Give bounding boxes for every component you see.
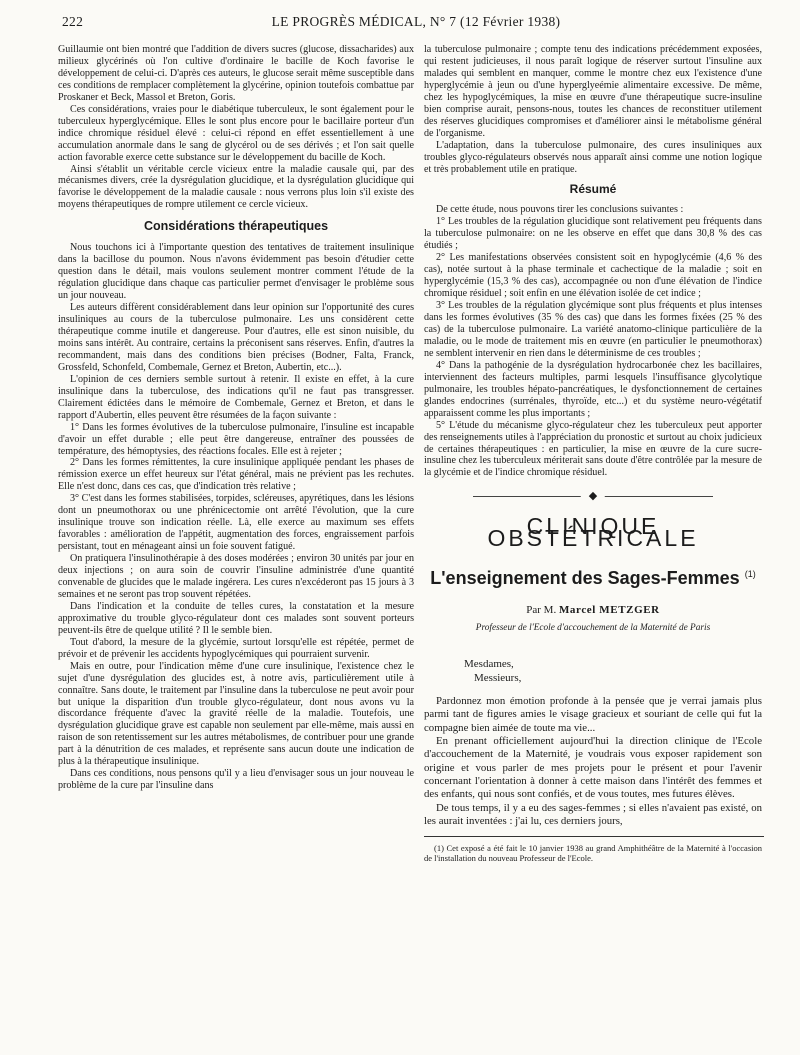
page-header <box>56 14 776 34</box>
article-title-text: L'enseignement des Sages-Femmes <box>430 568 740 589</box>
paragraph: Guillaumie ont bien montré que l'addition de divers sucres (glucose, dissacharides) aux milieux glycérinés où l'on cultive d'ordinaire le bacille de Koch favorise le développement de celui-ci. D'après ces auteurs, le glucose serait même susceptible dans ces conditions de remplacer complètement la glycérine, opinion toutefois combattue par Proskaner et Beck, Massol et Breton, Goris. <box>58 44 414 103</box>
paragraph: L'adaptation, dans la tuberculose pulmonaire, des cures insuliniques aux troubles glyco-régulateurs observés nous apparaît ainsi comme une notion logique et très probablement utile en pratique. <box>424 139 762 175</box>
running-title: LE PROGRÈS MÉDICAL, N° 7 (12 Février 1938) <box>271 14 561 29</box>
paragraph: Dans ces conditions, nous pensons qu'il y a lieu d'envisager sous un jour nouveau le problème de la cure par l'insuline dans <box>58 768 414 792</box>
paragraph: Nous touchons ici à l'importante question des tentatives de traitement insulinique dans la bacillose du poumon. Nous n'avons évidemment pas besoin d'étudier cette question dans le détail, mais voulons seulement montrer comment l'étude de la régulation glucidique dans chaque cas particulier permet d'envisager le problème sous un jour nouveau. <box>58 242 414 302</box>
paragraph: Dans l'indication et la conduite de telles cures, la constatation et la mesure approximative du trouble glyco-régulateur dont ces malades sont souvent porteurs peuvent-ils être de quelque utilité ? Il le semble bien. <box>58 600 414 636</box>
footnote-rule <box>424 836 764 837</box>
paragraph: Pardonnez mon émotion profonde à la pensée que je verrai jamais plus parmi tant de figures amies le visage gracieux et souriant de celle qui fut la compagne bien aimée de toute ma vie... <box>424 695 762 734</box>
paragraph: Ces considérations, vraies pour le diabétique tuberculeux, le sont également pour le tuberculeux hyperglycémique. Elles le sont plus encore pour le bacillaire porteur d'un indice chromique résiduel élevé : celui-ci répond en effet essentiellement à une accumulation anormale dans le sang de glycérol ou de ses dérivés ; et l'on sait quelle action favorable exerce cette substance sur le développement du bacille de Koch. <box>58 103 414 163</box>
salutation: Mesdames, <box>464 658 514 671</box>
divider-ornament-icon: ◆ <box>581 489 605 503</box>
page-number: 222 <box>62 14 84 29</box>
list-item: 4° Dans la pathogénie de la dysrégulation hydrocarbonée chez les bacillaires, interviennent des facteurs multiples, parmi lesquels l'insuffisance glycolytique pulmonaire, les troubles hépato-pancréatiques, le dysfonctionnement de certaines glandes endocrines (surrénales, thyroïde, etc...) et du système neuro-végétatif apparaissent comme les plus importants ; <box>424 359 762 419</box>
footnote-mark: (1) <box>744 569 756 580</box>
paragraph: De cette étude, nous pouvons tirer les conclusions suivantes : <box>436 204 684 216</box>
list-item: 2° Les manifestations observées consistent soit en hypoglycémie (4,6 % des cas), notée surtout à la phase terminale et cachectique de la maladie ; soit en hyperglycémie (15,3 % des cas), accompagnée ou non d'une élévation de l'indice chromique résiduel ; soit enfin en une élévation isolée de cet indice ; <box>424 252 762 300</box>
section-heading-therapy: Considérations thérapeutiques <box>143 219 329 234</box>
footnote: (1) Cet exposé a été fait le 10 janvier 1938 au grand Amphithéâtre de la Maternité à l'occasion de l'installation du nouveau Professeur de l'Ecole. <box>424 843 762 864</box>
right-column <box>424 44 762 863</box>
list-item: 2° Dans les formes rémittentes, la cure insulinique appliquée pendant les phases de rémission exerce un effet heureux sur l'état général, mais ne prévient pas les rechutes. Elle n'est donc, dans ces cas, que d'indication très relative ; <box>58 457 414 493</box>
paragraph: L'opinion de ces derniers semble surtout à retenir. Il existe en effet, à la cure insulinique dans la tuberculose, des indications qu'il ne faut pas transgresser. Clairement édictées dans le mémoire de Combemale, Gernez et Breton, et dans le rapport d'Aubertin, elles peuvent être résumées de la façon suivante : <box>58 373 414 421</box>
paragraph: Tout d'abord, la mesure de la glycémie, surtout lorsqu'elle est répétée, permet de prévoir et de prévenir les accidents hypoglycémiques qui pourraient survenir. <box>58 636 414 660</box>
section-heading-resume: Résumé <box>569 182 617 197</box>
speech-body <box>424 695 762 828</box>
paragraph: Mais en outre, pour l'indication même d'une cure insulinique, l'existence chez le sujet d'une dysrégulation des glucides est, à notre avis, particulièrement utile à connaître. Sans doute, le traitement par l'insuline dans la tuberculose ne peut avoir pour but unique la disparition d'un trouble glyco-régulateur, dont nous avons vu la discordance fréquente d'avec la gravité réelle de la maladie. Toutefois, une dysrégulation glucidique grave est capable non seulement par elle-même, mais aussi en raison de son retentissement sur les autres métabolismes, de contribuer pour une grande part à la dénutrition de ces malades, et représente sans aucun doute une indication de plus à la thérapeutique insulinique. <box>58 660 414 768</box>
paragraph: Les auteurs diffèrent considérablement dans leur opinion sur l'opportunité des cures insuliniques au cours de la tuberculose pulmonaire. Les uns considèrent cette thérapeutique comme inutile et dangereuse. Pour d'autres, elle est sinon nuisible, du moins sans intérêt. Au contraire, certains la préconisent sans réserves. Enfin, d'autres la recommandent, mais dans des conditions bien précises (Bodner, Falta, Franck, Grossfeld, Schonfeld, Combemale, Gernez et Breton, Aubertin, etc...). <box>58 302 414 373</box>
list-item: 1° Les troubles de la régulation glucidique sont relativement peu fréquents dans la tuberculose pulmonaire: on ne les observe en effet que dans 30,8 % des cas étudiés ; <box>424 216 762 252</box>
paragraph: la tuberculose pulmonaire ; compte tenu des indications précédemment exposées, qui restent judicieuses, il nous paraît logique de réserver surtout l'insuline aux malades qui semblent en manquer, comme le montre chez eux l'existence d'une hyperglycémie à jeun ou d'une hyperglyeémie alimentaire excessive. De même, chez les hypoglycémiques, la mise en œuvre d'une thérapeutique sucre-insuline bien comprise aurait, pensons-nous, toutes les chances de reconstituer utilement des réserves glucidiques compromises et d'améliorer ainsi le métabolisme général de l'organisme. <box>424 44 762 139</box>
left-column <box>58 44 414 792</box>
author-name: Marcel METZGER <box>558 604 660 617</box>
author-affiliation: Professeur de l'Ecole d'accouchement de la Maternité de Paris <box>475 623 711 634</box>
byline-prefix: Par M. <box>526 604 557 617</box>
paragraph: De tous temps, il y a eu des sages-femmes ; si elles n'avaient pas existé, on les aurait inventées : j'ai lu, ces derniers jours, <box>424 801 762 827</box>
paragraph: En prenant officiellement aujourd'hui la direction clinique de l'Ecole d'accouchement de la Maternité, je voudrais vous exposer rapidement son origine et vous parler de mes projets pour le présent et pour l'avenir concernant l'orientation à donner à cette maison dans l'intérêt des femmes et des enfants, qui nous sont confiés, et de vous toutes, mes futures élèves. <box>424 735 762 801</box>
ornamental-divider <box>473 489 713 503</box>
byline <box>424 605 762 617</box>
list-item: 3° Les troubles de la régulation glycémique sont plus fréquents et plus intenses dans les formes évolutives (35 % des cas) que dans les formes fixées (25 % des cas) de la tuberculose pulmonaire. La variété anatomo-clinique particulière de la maladie, ou le mode de traitement mis en œuvre (en particulier le pneumothorax) ne semblent intervenir en rien dans le déterminisme de ces troubles ; <box>424 300 762 359</box>
list-item: 3° C'est dans les formes stabilisées, torpides, scléreuses, apyrétiques, dans les lésions dont un pneumothorax ou une phrénicectomie ont arrêté l'évolution, que la cure insulinique trouve son indication réelle. Là, elle exerce au maximum ses effets favorables : amélioration de l'appétit, augmentation des forces, engraissement parfois persistant, tout en ménageant ainsi un foie souvent fatigué. <box>58 493 414 553</box>
salutation: Messieurs, <box>474 672 522 685</box>
list-item: 1° Dans les formes évolutives de la tuberculose pulmonaire, l'insuline est incapable d'avoir un effet durable ; elle peut être dangereuse, entraîner des poussées de température, des hémoptysies, des réactions focales. Elle est à rejeter ; <box>58 421 414 457</box>
article-title <box>424 568 762 589</box>
rubric-heading: CLINIQUE OBSTÉTRICALE <box>487 513 699 552</box>
paragraph: Ainsi s'établit un véritable cercle vicieux entre la maladie causale qui, par des mécanismes divers, crée la dysrégulation glucidique, et la dysrégulation glucidique qui favorise le développement de la maladie causale : nous verrons plus loin s'il existe des moyens thérapeutiques de rompre utilement ce cercle vicieux. <box>58 163 414 211</box>
paragraph: On pratiquera l'insulinothérapie à des doses modérées ; environ 30 unités par jour en deux injections ; on aura soin de couvrir l'insuline administrée d'une quantité convenable de glucides que le malade ingérera. Les cures n'excéderont pas 15 jours à 3 semaines et ne seront pas trop souvent répétées. <box>58 553 414 600</box>
list-item: 5° L'étude du mécanisme glyco-régulateur chez les tuberculeux peut apporter des renseignements utiles à l'appréciation du pronostic et surtout au choix judicieux de certaines thérapeutiques : en particulier, la mise en œuvre de la cure sucre-insuline chez les tuberculeux mériterait sans doute d'être contrôlée par la mesure de la glycémie et de l'indice chromique résiduel. <box>424 419 762 479</box>
